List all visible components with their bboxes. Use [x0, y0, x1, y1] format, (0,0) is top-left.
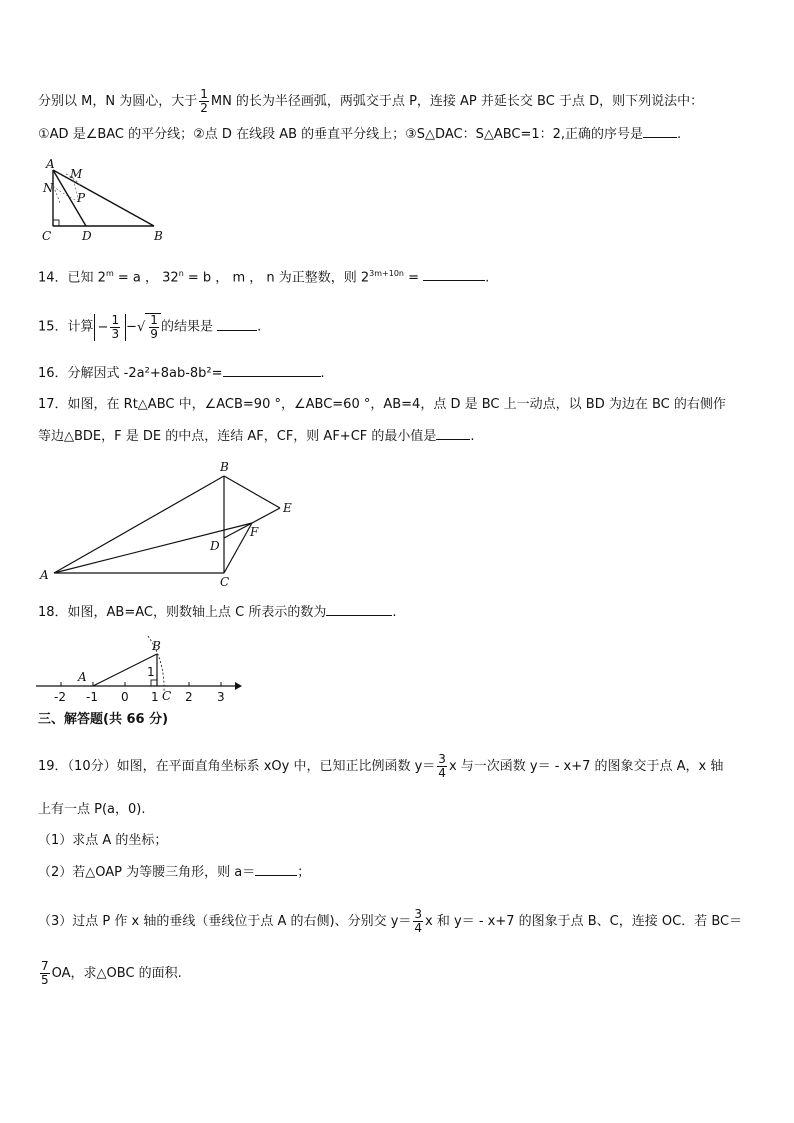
q14-text-1: 14．已知 2: [38, 270, 106, 286]
q19-part2-end: ；: [297, 865, 311, 880]
q15-text-1: 15．计算: [38, 319, 94, 335]
q19-fraction: [437, 753, 447, 780]
q19-frac-den: 4: [438, 766, 446, 780]
q13-text-a: 分别以 M，N 为圆心，大于: [38, 94, 198, 109]
figure-q13: [36, 156, 176, 246]
q19-part3-text-a: （3）过点 P 作 x 轴的垂线（垂线位于点 A 的右侧)、分别交 y＝: [38, 914, 412, 929]
q13-line1: [38, 88, 703, 115]
q19-part3-line2: [38, 960, 182, 987]
q15-sqrt-num: 1: [150, 313, 158, 327]
fig18-label-B: B: [152, 639, 161, 653]
fig13-label-C: C: [42, 229, 52, 243]
fig17-label-E: E: [283, 501, 292, 515]
q19-text-2: 上有一点 P(a，0).: [38, 802, 146, 817]
fig13-label-A: A: [46, 157, 55, 171]
fig13-label-N: N: [43, 181, 54, 195]
q17-text-1: 17．如图，在 Rt△ABC 中，∠ACB=90 °，∠ABC=60 °，AB=4，点 D 是 BC 上一动点，以 BD 为边在 BC 的右侧作: [38, 397, 726, 412]
q17-line1: [38, 396, 726, 414]
q19-last-frac-den: 5: [41, 973, 49, 987]
fig18-label-A: A: [78, 670, 87, 684]
q19-part1-text: （1）求点 A 的坐标；: [38, 833, 168, 848]
q17-answer-blank[interactable]: [436, 427, 470, 440]
q15-sqrt-den: 9: [150, 327, 158, 341]
q14-text-2: = a ， 32: [113, 270, 179, 286]
figure-q18: [30, 632, 245, 706]
q19-last-frac-num: 7: [41, 959, 49, 973]
q13-text-b: MN 的长为半径画弧，两弧交于点 P，连接 AP 并延长交 BC 于点 D，则下列说法中：: [210, 94, 704, 109]
q16-text: 16．分解因式 -2a²+8ab-8b²=: [38, 366, 223, 381]
q19-part3-fraction: [413, 908, 423, 935]
fig18-tick-m2: -2: [54, 690, 66, 704]
q19-text-b: x 与一次函数 y＝ - x+7 的图象交于点 A，x 轴: [448, 759, 724, 774]
q19-part2: [38, 863, 310, 882]
fig13-label-P: P: [77, 191, 86, 205]
section-heading: [38, 711, 168, 729]
q16: [38, 364, 325, 383]
q19-frac-num: 3: [438, 752, 446, 766]
q15-minus: −: [126, 319, 137, 335]
q13-fraction: [199, 88, 209, 115]
q19-part2-text: （2）若△OAP 为等腰三角形，则 a＝: [38, 865, 256, 880]
q16-end: .: [320, 366, 325, 381]
q19-text-a: 19．（10分）如图，在平面直角坐标系 xOy 中，已知正比例函数 y＝: [38, 759, 436, 774]
fig18-tick-m1: -1: [86, 690, 98, 704]
q13-frac-num: 1: [200, 87, 208, 101]
q14-text-3: = b ， m ， n 为正整数，则 2: [183, 270, 370, 286]
q15: [38, 313, 261, 341]
q14-sup-n: n: [178, 269, 184, 278]
q17-line2: [38, 427, 475, 446]
q15-answer-blank[interactable]: [217, 318, 257, 331]
fig18-tick-2: 2: [185, 690, 193, 704]
q19-last-text: OA，求△OBC 的面积.: [51, 966, 182, 981]
q14: [38, 265, 489, 287]
fig13-label-D: D: [82, 229, 92, 243]
q14-sup-exp: 3m+10n: [369, 269, 404, 278]
q19-line2: [38, 801, 146, 819]
q15-frac-den: 3: [111, 326, 120, 341]
q17-end: .: [470, 429, 475, 444]
q14-answer-blank[interactable]: [423, 268, 485, 281]
q15-sqrt-frac: [149, 314, 159, 341]
q14-end: .: [485, 270, 490, 286]
q15-end: .: [257, 319, 262, 335]
q13-line2: [38, 125, 681, 144]
fig17-label-C: C: [220, 575, 230, 588]
q16-answer-blank[interactable]: [223, 364, 321, 377]
q18-text: 18．如图，AB=AC，则数轴上点 C 所表示的数为: [38, 605, 327, 620]
q13-frac-den: 2: [200, 101, 208, 115]
fig17-label-B: B: [220, 460, 229, 474]
figure-q17: [36, 458, 306, 588]
fig17-label-A: A: [40, 568, 49, 582]
q13-statements: ①AD 是∠BAC 的平分线；②点 D 在线段 AB 的垂直平分线上；③S△DAC：S△ABC=1：2,正确的序号是: [38, 127, 644, 142]
q19-part3: [38, 908, 742, 935]
fig18-tick-3: 3: [217, 690, 225, 704]
fig18-label-one: 1: [147, 665, 155, 679]
fig17-label-F: F: [250, 525, 259, 539]
fig17-label-D: D: [210, 539, 220, 553]
q17-text-2: 等边△BDE，F 是 DE 的中点，连结 AF，CF，则 AF+CF 的最小值是: [38, 429, 437, 444]
fig13-label-B: B: [154, 229, 163, 243]
q18-answer-blank[interactable]: [326, 603, 392, 616]
q14-sup-m: m: [105, 269, 114, 278]
q19-part3-frac-num: 3: [414, 907, 423, 921]
fig18-tick-0: 0: [121, 690, 129, 704]
q18: [38, 603, 396, 622]
q13-end: .: [677, 127, 682, 142]
q15-absolute-value: − $\frac{1}{3}$: [94, 314, 127, 341]
fig18-label-C: C: [162, 689, 172, 703]
q15-fraction: [110, 314, 120, 341]
q19-part1: [38, 832, 167, 850]
q19-last-fraction: [40, 960, 50, 987]
q18-end: .: [392, 605, 397, 620]
q19-part3-frac-den: 4: [414, 921, 423, 935]
q15-text-2: 的结果是: [160, 319, 213, 335]
q14-eq: =: [404, 270, 420, 286]
section-heading-text: 三、解答题(共 66 分): [38, 712, 169, 727]
q15-sqrt: √ $\frac{1}{9}$: [137, 313, 161, 341]
q13-answer-blank[interactable]: [643, 125, 677, 138]
fig13-label-M: M: [70, 167, 83, 181]
fig18-tick-1: 1: [151, 690, 159, 704]
q19-line1: [38, 753, 723, 780]
q19-part2-answer-blank[interactable]: [255, 863, 297, 876]
q19-part3-text-b: x 和 y＝ - x+7 的图象于点 B、C，连接 OC．若 BC＝: [425, 914, 743, 929]
q15-frac-num: 1: [111, 312, 120, 327]
